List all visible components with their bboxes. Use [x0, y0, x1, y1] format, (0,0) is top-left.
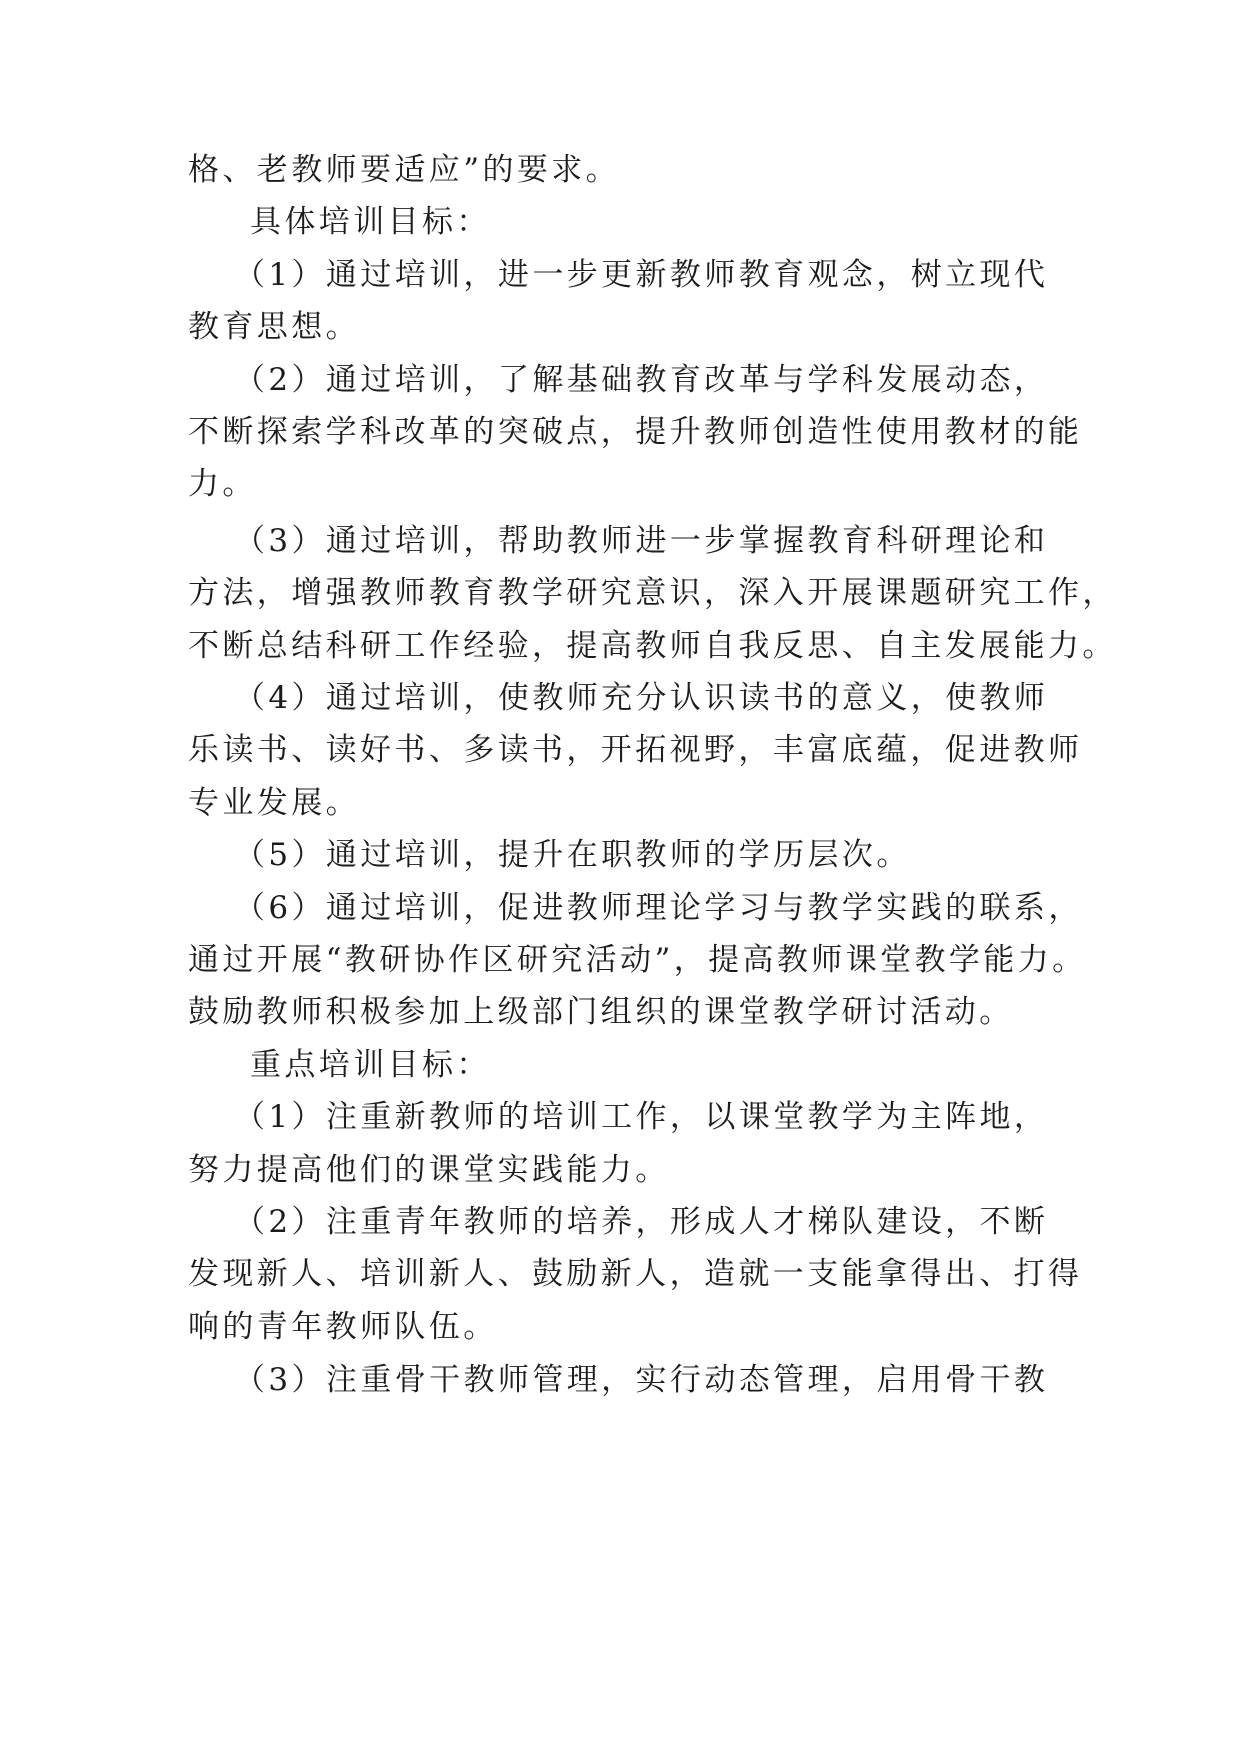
text-line: 不断总结科研工作经验，提高教师自我反思、自主发展能力。 [188, 628, 1117, 664]
section-heading: 具体培训目标： [250, 204, 491, 240]
text-line: （4）通过培训，使教师充分认识读书的意义，使教师 [234, 680, 1049, 716]
text-line: （6）通过培训，促进教师理论学习与教学实践的联系， [234, 890, 1083, 926]
text-line: 鼓励教师积极参加上级部门组织的课堂教学研讨活动。 [188, 994, 1014, 1030]
section-heading: 重点培训目标： [250, 1047, 491, 1083]
text-line: 响的青年教师队伍。 [188, 1309, 498, 1345]
text-line: （1）通过培训，进一步更新教师教育观念，树立现代 [234, 257, 1049, 293]
text-line: 教育思想。 [188, 309, 360, 345]
text-line: 格、老教师要适应”的要求。 [188, 152, 621, 188]
text-line: （3）注重骨干教师管理，实行动态管理，启用骨干教 [234, 1362, 1049, 1398]
text-line: 不断探索学科改革的突破点，提升教师创造性使用教材的能 [188, 414, 1083, 450]
text-line: （2）注重青年教师的培养，形成人才梯队建设，不断 [234, 1204, 1049, 1240]
text-line: 力。 [188, 466, 257, 502]
text-line: （1）注重新教师的培训工作，以课堂教学为主阵地， [234, 1099, 1049, 1135]
text-line: 努力提高他们的课堂实践能力。 [188, 1152, 670, 1188]
text-line: 乐读书、读好书、多读书，开拓视野，丰富底蕴，促进教师 [188, 732, 1083, 768]
text-line: 通过开展“教研协作区研究活动”，提高教师课堂教学能力。 [188, 942, 1087, 978]
text-line: （2）通过培训，了解基础教育改革与学科发展动态， [234, 362, 1049, 398]
text-line: 专业发展。 [188, 785, 360, 821]
text-line: （5）通过培训，提升在职教师的学历层次。 [234, 837, 911, 873]
text-line: （3）通过培训，帮助教师进一步掌握教育科研理论和 [234, 523, 1049, 559]
text-line: 方法，增强教师教育教学研究意识，深入开展课题研究工作， [188, 575, 1117, 611]
text-line: 发现新人、培训新人、鼓励新人，造就一支能拿得出、打得 [188, 1256, 1083, 1292]
